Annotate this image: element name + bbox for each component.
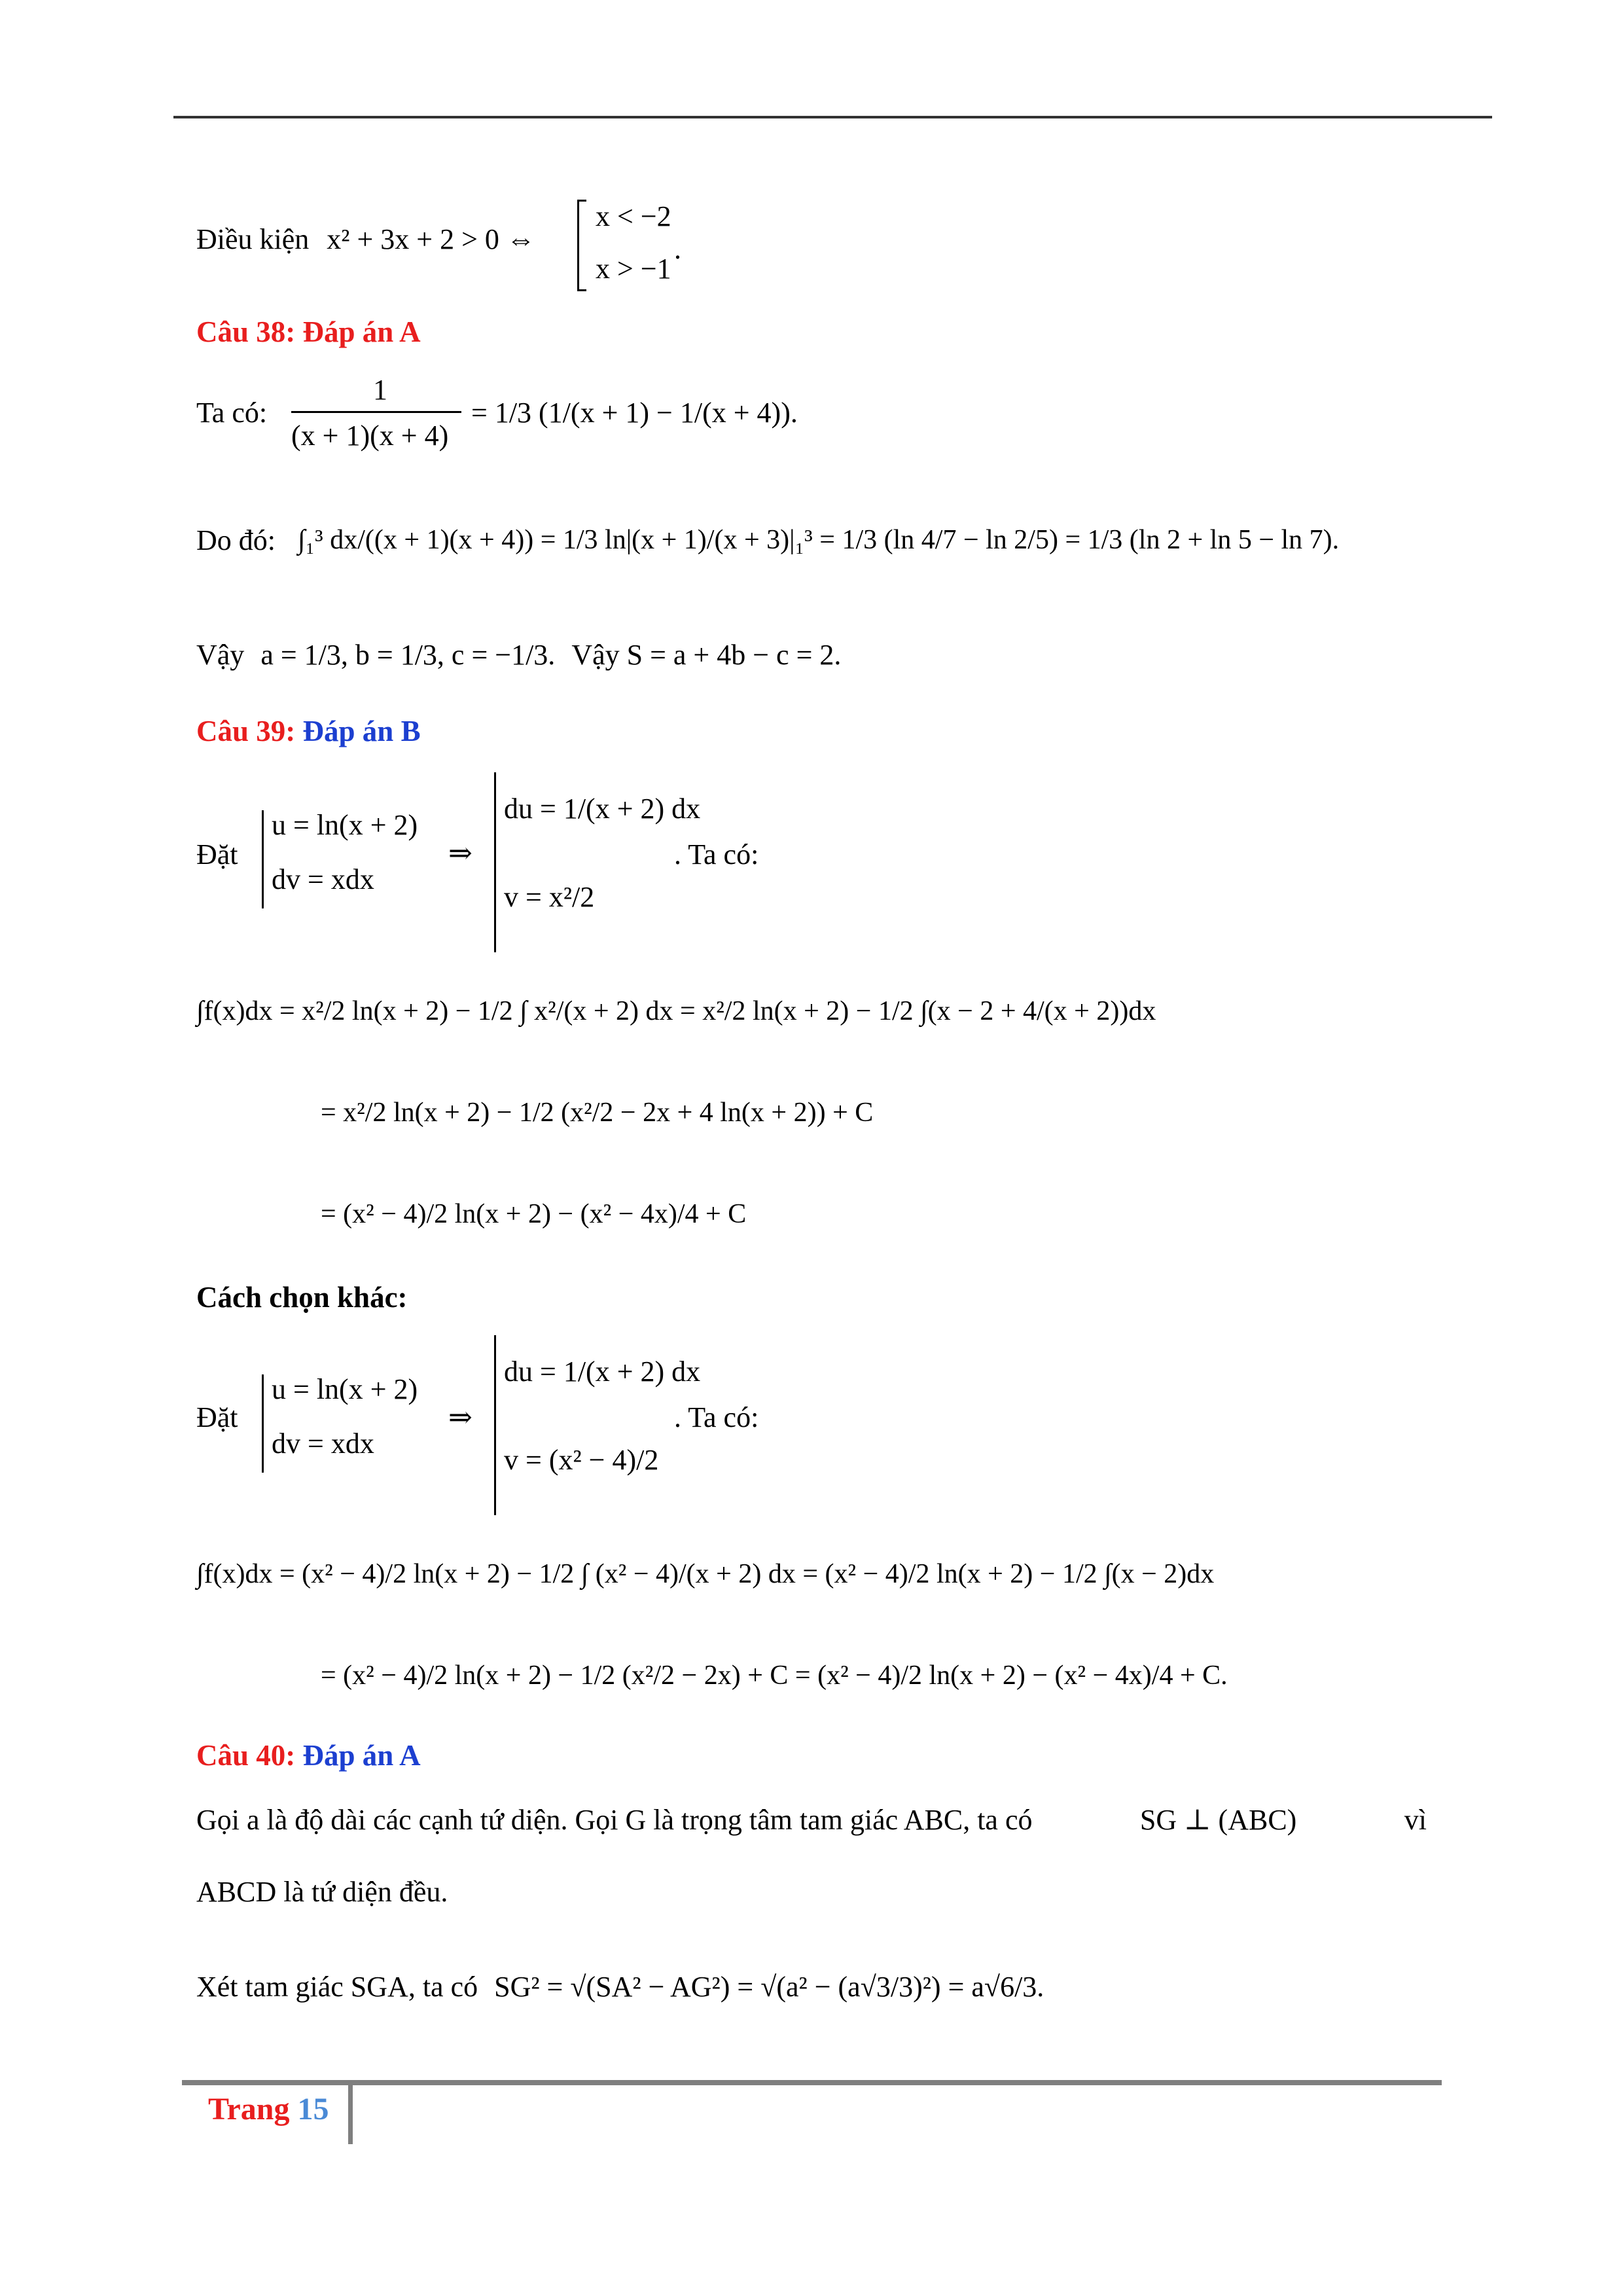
alt-du: du = 1/(x + 2) dx xyxy=(504,1355,701,1388)
page-label: Trang xyxy=(208,2092,290,2126)
q38-heading xyxy=(196,314,421,350)
q38-vay-label: Vậy xyxy=(196,639,245,671)
alt-brace-left xyxy=(262,1374,264,1473)
q40-p1c: vì xyxy=(1404,1804,1427,1836)
q40-p1b: SG ⊥ (ABC) xyxy=(1139,1804,1297,1836)
q39-line2: = x²/2 ln(x + 2) − 1/2 (x²/2 − 2x + 4 ln(x + 2)) + C xyxy=(321,1098,874,1128)
q39-v: v = x²/2 xyxy=(504,881,595,913)
alt-heading: Cách chọn khác: xyxy=(196,1281,408,1314)
q38-ta-co: Ta có: xyxy=(196,397,268,429)
q38-answer: Đáp án A xyxy=(302,315,421,348)
q39-brace-left xyxy=(262,810,264,908)
q39-du: du = 1/(x + 2) dx xyxy=(504,793,701,825)
q39-line1: ∫f(x)dx = x²/2 ln(x + 2) − 1/2 ∫ x²/(x + 2) dx = x²/2 ln(x + 2) − 1/2 ∫(x − 2 + 4/(x + 2))dx xyxy=(196,996,1156,1026)
alt-dv: dv = xdx xyxy=(272,1427,374,1460)
q39-implies: ⇒ xyxy=(448,837,473,869)
q39-title: Câu 39: xyxy=(196,715,296,747)
q39-brace-right xyxy=(494,772,496,952)
q39-u: u = ln(x + 2) xyxy=(272,809,418,841)
case-bracket-bottom xyxy=(577,289,586,291)
q40-p3: Xét tam giác SGA, ta có xyxy=(196,1971,478,2003)
q39-answer: Đáp án B xyxy=(302,715,421,747)
q39-ta-co: . Ta có: xyxy=(674,838,759,870)
q40-paragraph-3 xyxy=(196,1970,1044,2005)
q40-paragraph-1 xyxy=(196,1803,1427,1838)
q38-conclusion xyxy=(196,638,841,673)
condition-label: Điều kiện xyxy=(196,223,310,255)
q40-heading xyxy=(196,1738,421,1773)
q38-rhs: = 1/3 (1/(x + 1) − 1/(x + 4)). xyxy=(471,397,798,429)
q40-p3eq: SG² = √(SA² − AG²) = √(a² − (a√3/3)²) = a√6/3. xyxy=(494,1971,1044,2003)
q39-heading xyxy=(196,713,421,749)
alt-line2: = (x² − 4)/2 ln(x + 2) − 1/2 (x²/2 − 2x) + C = (x² − 4)/2 ln(x + 2) − (x² − 4x)/4 + C. xyxy=(321,1660,1228,1691)
case-1: x < −2 xyxy=(596,200,671,232)
q38-title: Câu 38: xyxy=(196,315,296,348)
alt-ta-co: . Ta có: xyxy=(674,1401,759,1433)
q40-p2: ABCD là tứ diện đều. xyxy=(196,1876,448,1908)
q38-frac-line xyxy=(291,411,461,413)
case-bracket xyxy=(577,200,579,291)
q39-line3: = (x² − 4)/2 ln(x + 2) − (x² − 4x)/4 + C xyxy=(321,1199,747,1229)
q38-integral: ∫₁³ dx/((x + 1)(x + 4)) = 1/3 ln|(x + 1)/(x + 3)|₁³ = 1/3 (ln 4/7 − ln 2/5) = 1/3 (ln 2 + ln 5 − ln 7). xyxy=(298,525,1340,555)
alt-line1: ∫f(x)dx = (x² − 4)/2 ln(x + 2) − 1/2 ∫ (x² − 4)/(x + 2) dx = (x² − 4)/2 ln(x + 2) − 1/2 ∫(x − 2)dx xyxy=(196,1559,1215,1589)
alt-implies: ⇒ xyxy=(448,1401,473,1433)
page-footer xyxy=(208,2091,329,2127)
alt-brace-right xyxy=(494,1335,496,1515)
case-2: x > −1 xyxy=(596,253,671,285)
q38-vay-s: Vậy S = a + 4b − c = 2. xyxy=(571,639,842,671)
q38-do-do: Do đó: xyxy=(196,524,276,556)
q38-vay-abc: a = 1/3, b = 1/3, c = −1/3. xyxy=(260,639,556,671)
q39-dat: Đặt xyxy=(196,838,238,870)
condition-expression: x² + 3x + 2 > 0 ⇔ xyxy=(327,223,535,255)
q39-dv: dv = xdx xyxy=(272,863,374,895)
alt-u: u = ln(x + 2) xyxy=(272,1373,418,1405)
condition-line xyxy=(196,223,535,257)
alt-v: v = (x² − 4)/2 xyxy=(504,1444,659,1476)
case-bracket-top xyxy=(577,200,586,202)
q40-answer: Đáp án A xyxy=(302,1739,421,1772)
case-end: . xyxy=(674,233,681,265)
footer-divider xyxy=(348,2085,353,2144)
q38-frac-den: (x + 1)(x + 4) xyxy=(291,420,449,452)
q40-title: Câu 40: xyxy=(196,1739,296,1772)
q40-p1a: Gọi a là độ dài các cạnh tứ diện. Gọi G là trọng tâm tam giác ABC, ta có xyxy=(196,1804,1033,1836)
footer-rule xyxy=(182,2080,1442,2085)
top-rule xyxy=(173,116,1492,118)
q38-frac-num: 1 xyxy=(373,374,387,406)
page-number: 15 xyxy=(297,2092,329,2126)
alt-dat: Đặt xyxy=(196,1401,238,1433)
